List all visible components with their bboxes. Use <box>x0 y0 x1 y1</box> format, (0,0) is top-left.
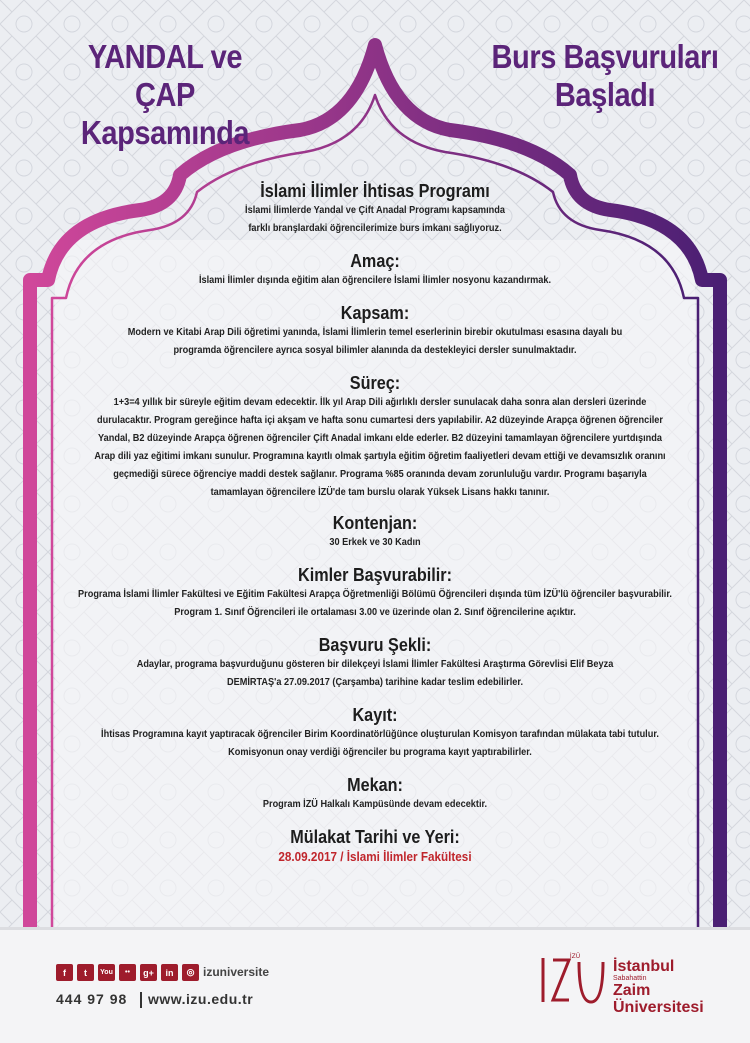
section-title: Süreç: <box>349 373 401 393</box>
twitter-icon[interactable]: t <box>77 964 94 981</box>
section-title: Kayıt: <box>352 705 398 725</box>
section-title: Kontenjan: <box>332 513 418 533</box>
section-title: Mekan: <box>347 775 403 795</box>
section-text: İhtisas Programına kayıt yaptıracak öğrenciler Birim Koordinatörlüğünce oluşturulan Komisyon tarafından mülakata tabi tutulur. Komisyonun onay verdiği öğrenciler bu programa kayıt yaptırabilirler. <box>101 729 659 758</box>
section-title: Amaç: <box>350 251 400 271</box>
interview-block <box>60 826 690 866</box>
section-text: Modern ve Kitabi Arap Dili öğretimi yanında, İslami İlimlerin temel eserlerinin birebir okutulması esasına dayalı bu programda öğrencilere ayrıca sosyal bilimler alanında da destekleyici dersler sunulmaktadır. <box>127 327 623 356</box>
phone-number[interactable]: 444 97 98 <box>56 991 128 1007</box>
poster-content <box>60 180 690 866</box>
program-text: İslami İlimlerde Yandal ve Çift Anadal Programı kapsamında farklı branşlardaki öğrencilerimize burs imkanı sağlıyoruz. <box>245 205 505 234</box>
section-kapsam <box>60 302 690 360</box>
section-text: Programa İslami İlimler Fakültesi ve Eğitim Fakültesi Arapça Öğretmenliği Bölümü Öğrencileri dışında tüm İZÜ'lü öğrenciler başvurabilir. Program 1. Sınıf Öğrencileri ile ortalaması 3.00 ve üzerinde olan 2. Sınıf öğrencilerine açıktır. <box>78 589 672 618</box>
program-title: İslami İlimler İhtisas Programı <box>260 181 490 201</box>
interview-date-place: 28.09.2017 / İslami İlimler Fakültesi <box>278 849 472 864</box>
section-kontenjan <box>60 512 690 552</box>
university-line2: Sabahattin <box>613 975 647 982</box>
section-title: Başvuru Şekli: <box>318 635 432 655</box>
university-line1: İstanbul <box>613 958 675 975</box>
program-block <box>60 180 690 238</box>
header-right <box>486 38 724 114</box>
section-text: İslami İlimler dışında eğitim alan öğrencilere İslami İlimler nosyonu kazandırmak. <box>198 275 552 286</box>
social-icons <box>56 964 199 981</box>
linkedin-icon[interactable]: in <box>161 964 178 981</box>
header-left <box>55 38 275 152</box>
header-right-line2: Başladı <box>554 76 656 113</box>
header-left-line1: YANDAL ve ÇAP <box>87 38 243 113</box>
facebook-icon[interactable]: f <box>56 964 73 981</box>
university-name <box>613 958 704 1016</box>
website-link[interactable]: www.izu.edu.tr <box>148 991 254 1007</box>
header-left-line2: Kapsamında <box>80 114 250 151</box>
section-basvuru <box>60 634 690 692</box>
section-kayit <box>60 704 690 762</box>
section-title: Kapsam: <box>340 303 410 323</box>
section-text: Program İZÜ Halkalı Kampüsünde devam edecektir. <box>262 799 488 810</box>
section-mekan <box>60 774 690 814</box>
section-text: Adaylar, programa başvurduğunu gösteren bir dilekçeyi İslami İlimler Fakültesi Araştırma Görevlisi Elif Beyza DEMİRTAŞ'a 27.09.2017 (Çarşamba) tarihine kadar teslim edebilirler. <box>136 659 614 688</box>
section-amac <box>60 250 690 290</box>
university-line3: Zaim <box>613 982 651 999</box>
interview-title: Mülakat Tarihi ve Yeri: <box>290 827 460 847</box>
google-plus-icon[interactable]: g+ <box>140 964 157 981</box>
section-kimler <box>60 564 690 622</box>
logo-mark-text: İZÜ <box>569 953 581 960</box>
section-title: Kimler Başvurabilir: <box>298 565 452 585</box>
social-handle[interactable]: izuniversite <box>203 965 270 979</box>
header-right-line1: Burs Başvuruları <box>491 38 719 75</box>
youtube-icon[interactable]: You <box>98 964 115 981</box>
university-logo-icon <box>535 950 615 1010</box>
university-line4: Üniversitesi <box>613 999 704 1016</box>
flickr-icon[interactable]: •• <box>119 964 136 981</box>
section-surec <box>60 372 690 502</box>
section-text: 30 Erkek ve 30 Kadın <box>329 537 421 548</box>
section-text: 1+3=4 yıllık bir süreyle eğitim devam edecektir. İlk yıl Arap Dili ağırlıklı dersler sunulacak daha sonra alan dersleri üzerinde durulacaktır. Program gereğince hafta içi akşam ve hafta sonu cumartesi ders yapılabilir. A2 düzeyinde Arapça öğrenen öğrenciler Yandal, B2 düzeyinde Arapça öğrenen öğrenciler Çift Anadal imkanı elde ederler. B2 düzeyini tamamlayan öğrencilere yurtdışında Arap dili yaz eğitimi imkanı sunulur. Programına kayıtlı olmak şartıyla eğitim öğretim faaliyetleri devam ettiği ve devamsızlık oranını geçmediği sürece öğrenciye maddi destek sağlanır. Programa %85 oranında devam zorunluluğu vardır. Programı başarıyla tamamlayan öğrencilere İZÜ'de tam burslu olarak Yüksek Lisans hakkı tanınır. <box>94 397 666 498</box>
instagram-icon[interactable]: ◎ <box>182 964 199 981</box>
